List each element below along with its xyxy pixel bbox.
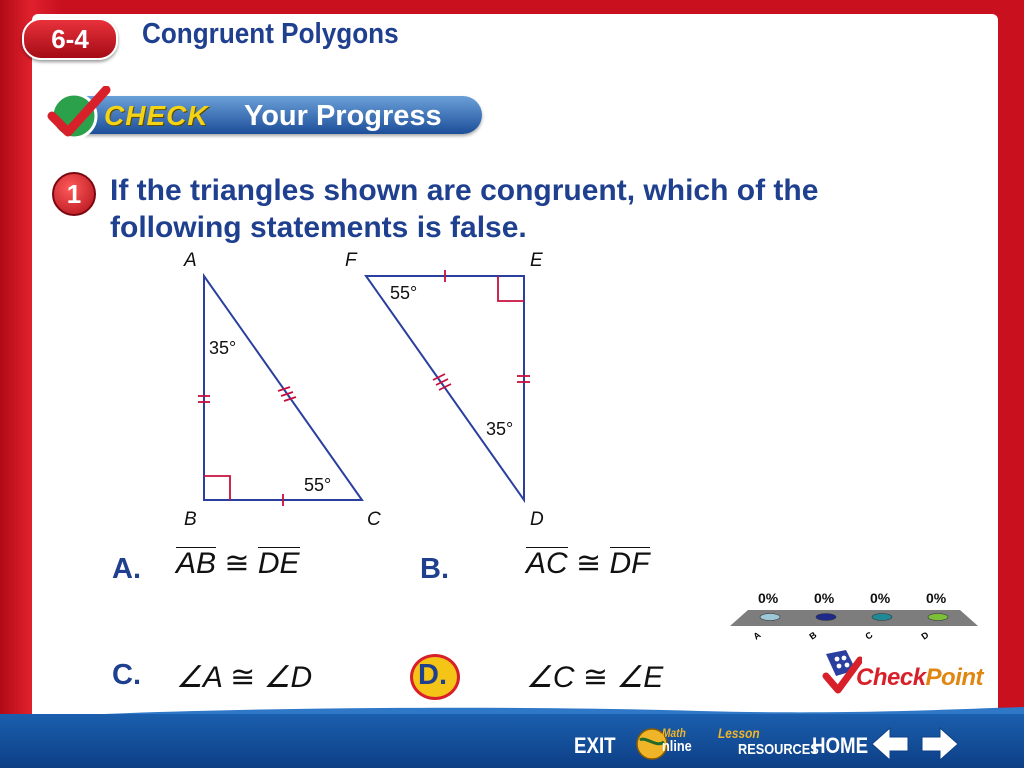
vertex-b-label: B	[184, 509, 197, 530]
answer-d-statement[interactable]	[526, 660, 663, 695]
angle-f-label: 55°	[390, 283, 418, 303]
vertex-a-label: A	[184, 250, 197, 271]
lesson-resources-link-top[interactable]: Lesson	[718, 725, 760, 741]
response-category-label: A	[751, 629, 763, 642]
math-online-link-top[interactable]: Math	[662, 726, 686, 740]
checkpoint-logo-text	[856, 664, 983, 692]
check-your-progress-banner	[44, 92, 484, 138]
vertex-c-label: C	[367, 509, 381, 530]
angle-a: ∠A	[176, 661, 222, 694]
lesson-number: 6-4	[51, 23, 89, 54]
response-category-label: B	[807, 629, 819, 642]
response-bar-d	[928, 614, 948, 621]
angle-e: ∠E	[616, 661, 664, 694]
lesson-number-badge	[22, 18, 118, 60]
forward-arrow-icon[interactable]	[920, 726, 960, 762]
answer-d-letter[interactable]: D.	[418, 659, 447, 691]
congruent-symbol: ≅	[230, 661, 256, 694]
checkpoint-check: Check	[856, 664, 926, 691]
triangles-figure	[150, 245, 570, 535]
angle-c: ∠C	[526, 661, 575, 694]
segment-ac: AC	[526, 547, 568, 580]
answer-b-statement[interactable]	[526, 546, 650, 581]
answer-c-statement[interactable]	[176, 660, 312, 695]
response-category-label: C	[863, 629, 875, 642]
congruent-symbol: ≅	[224, 547, 250, 580]
exit-button[interactable]: EXIT	[574, 733, 616, 758]
your-progress-word: Your Progress	[244, 100, 442, 132]
question-text: If the triangles shown are congruent, which of the following statements is false.	[110, 174, 819, 244]
answer-b-letter[interactable]: B.	[420, 553, 449, 585]
home-button[interactable]: HOME	[812, 733, 869, 758]
response-percent-label: 0%	[758, 590, 779, 606]
angle-c-label: 55°	[304, 475, 332, 495]
lesson-resources-link-bottom[interactable]: RESOURCES	[738, 741, 819, 758]
segment-df: DF	[609, 547, 650, 580]
response-percent-label: 0%	[870, 590, 891, 606]
triangle-abc	[198, 276, 362, 506]
triangle-fed	[366, 270, 530, 500]
response-bar-a	[760, 614, 780, 621]
answer-c-letter[interactable]: C.	[112, 659, 141, 691]
answer-a-letter[interactable]: A.	[112, 553, 141, 585]
congruent-symbol: ≅	[582, 661, 609, 694]
back-arrow-icon[interactable]	[870, 726, 910, 762]
vertex-d-label: D	[530, 509, 544, 530]
math-online-link-bottom[interactable]: nline	[662, 738, 692, 755]
response-bar-b	[816, 614, 836, 621]
answer-a-statement[interactable]	[176, 546, 300, 581]
question-number: 1	[66, 178, 82, 209]
angle-d: ∠D	[263, 661, 313, 694]
response-percent-label: 0%	[814, 590, 835, 606]
response-chart	[728, 590, 980, 650]
response-bar-c	[872, 614, 892, 621]
vertex-f-label: F	[345, 250, 357, 271]
angle-a-label: 35°	[209, 338, 237, 358]
segment-de: DE	[257, 547, 300, 580]
checkpoint-point: Point	[925, 664, 984, 691]
lesson-title: Congruent Polygons	[142, 18, 399, 50]
response-category-label: D	[919, 629, 931, 642]
response-percent-label: 0%	[926, 590, 947, 606]
check-word: CHECK	[104, 100, 209, 131]
congruent-symbol: ≅	[576, 547, 602, 580]
question-number-icon	[52, 172, 96, 216]
segment-ab: AB	[176, 547, 217, 580]
angle-d-label: 35°	[486, 419, 514, 439]
vertex-e-label: E	[530, 250, 543, 271]
